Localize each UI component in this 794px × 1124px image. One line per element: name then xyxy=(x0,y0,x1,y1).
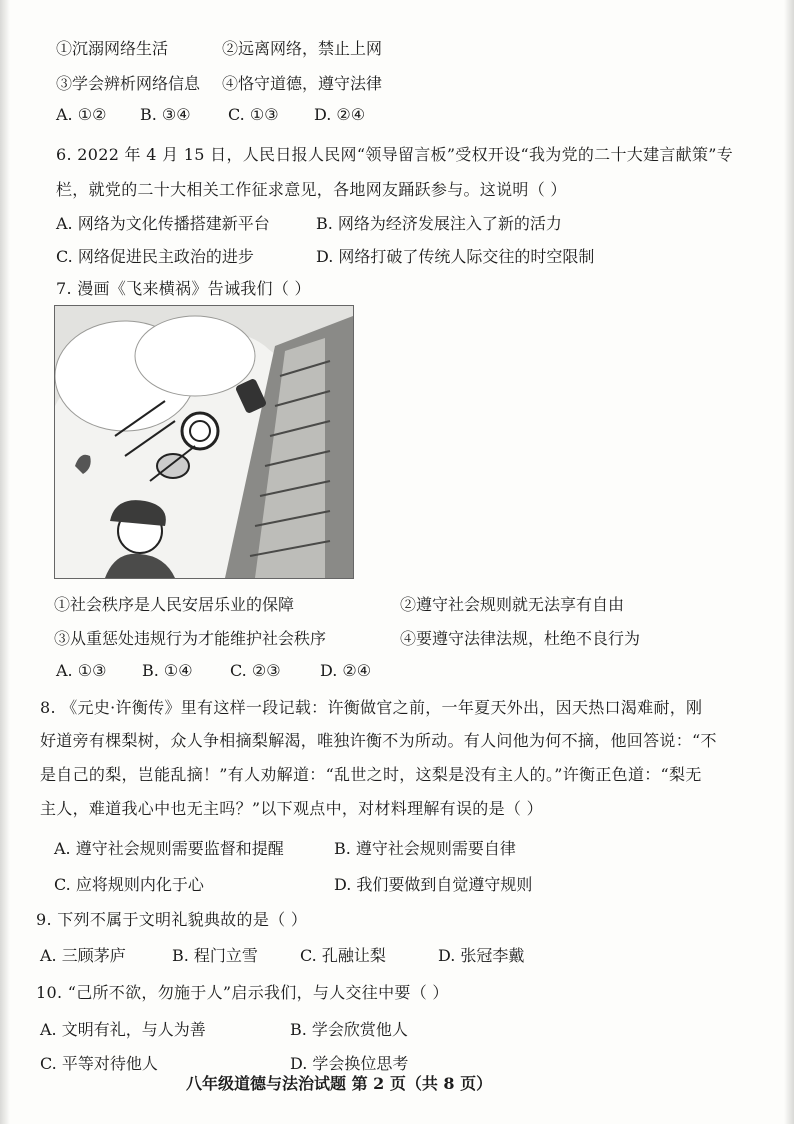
q6-stem-line-2: 栏，就党的二十大相关工作征求意见，各地网友踊跃参与。这说明（ ） xyxy=(56,180,567,199)
q8-stem-line-4: 主人，难道我心中也无主吗？”以下观点中，对材料理解有误的是（ ） xyxy=(40,799,543,818)
q7-statement-3: ③从重惩处违规行为才能维护社会秩序 xyxy=(54,629,327,648)
q10-option-d: D. 学会换位思考 xyxy=(290,1054,409,1073)
q7-statement-4: ④要遵守法律法规，杜绝不良行为 xyxy=(400,629,641,648)
q9-option-b: B. 程门立雪 xyxy=(172,946,258,965)
q10-option-b: B. 学会欣赏他人 xyxy=(290,1020,408,1039)
comic-illustration xyxy=(55,306,353,578)
q6-option-b: B. 网络为经济发展注入了新的活力 xyxy=(316,214,562,233)
scan-shadow-right xyxy=(784,0,794,1124)
q6-option-c: C. 网络促进民主政治的进步 xyxy=(56,247,254,266)
q7-stem: 7. 漫画《飞来横祸》告诫我们（ ） xyxy=(56,279,311,298)
q6-option-a: A. 网络为文化传播搭建新平台 xyxy=(56,214,270,233)
q8-option-d: D. 我们要做到自觉遵守规则 xyxy=(334,875,533,894)
q6-option-d: D. 网络打破了传统人际交往的时空限制 xyxy=(316,247,595,266)
q5-statement-4: ④恪守道德，遵守法律 xyxy=(222,74,383,93)
q5-option-d: D. ②④ xyxy=(314,105,366,124)
scan-shadow-left xyxy=(0,0,10,1124)
comic-image xyxy=(54,305,354,579)
q10-option-a: A. 文明有礼，与人为善 xyxy=(40,1020,206,1039)
q5-option-c: C. ①③ xyxy=(228,105,279,124)
q8-option-a: A. 遵守社会规则需要监督和提醒 xyxy=(54,839,284,858)
q5-option-b: B. ③④ xyxy=(140,105,191,124)
q10-option-c: C. 平等对待他人 xyxy=(40,1054,158,1073)
q5-option-a: A. ①② xyxy=(56,105,107,124)
q9-stem: 9. 下列不属于文明礼貌典故的是（ ） xyxy=(36,910,308,929)
q7-option-d: D. ②④ xyxy=(320,661,372,680)
q7-statement-2: ②遵守社会规则就无法享有自由 xyxy=(400,595,625,614)
q8-stem-line-2: 好道旁有棵梨树，众人争相摘梨解渴，唯独许衡不为所动。有人问他为何不摘，他回答说：“不 xyxy=(40,731,717,750)
q8-option-b: B. 遵守社会规则需要自律 xyxy=(334,839,516,858)
q5-statement-3: ③学会辨析网络信息 xyxy=(56,74,201,93)
q7-option-a: A. ①③ xyxy=(56,661,107,680)
q7-option-c: C. ②③ xyxy=(230,661,281,680)
page-footer: 八年级道德与法治试题 第 2 页（共 8 页） xyxy=(186,1074,493,1093)
q5-statement-1: ①沉溺网络生活 xyxy=(56,39,169,58)
q7-option-b: B. ①④ xyxy=(142,661,193,680)
q7-statement-1: ①社会秩序是人民安居乐业的保障 xyxy=(54,595,295,614)
q8-stem-line-3: 是自己的梨，岂能乱摘！”有人劝解道：“乱世之时，这梨是没有主人的。”许衡正色道：“梨无 xyxy=(40,765,702,784)
q9-option-d: D. 张冠李戴 xyxy=(438,946,525,965)
q6-stem-line-1: 6. 2022 年 4 月 15 日，人民日报人民网“领导留言板”受权开设“我为党的二十大建言献策”专 xyxy=(56,145,734,164)
q9-option-c: C. 孔融让梨 xyxy=(300,946,386,965)
q8-stem-line-1: 8. 《元史·许衡传》里有这样一段记载：许衡做官之前，一年夏天外出，因天热口渴难耐，刚 xyxy=(40,698,703,717)
q10-stem: 10. “己所不欲，勿施于人”启示我们，与人交往中要（ ） xyxy=(36,983,449,1002)
q8-option-c: C. 应将规则内化于心 xyxy=(54,875,204,894)
q5-statement-2: ②远离网络，禁止上网 xyxy=(222,39,383,58)
q9-option-a: A. 三顾茅庐 xyxy=(40,946,126,965)
